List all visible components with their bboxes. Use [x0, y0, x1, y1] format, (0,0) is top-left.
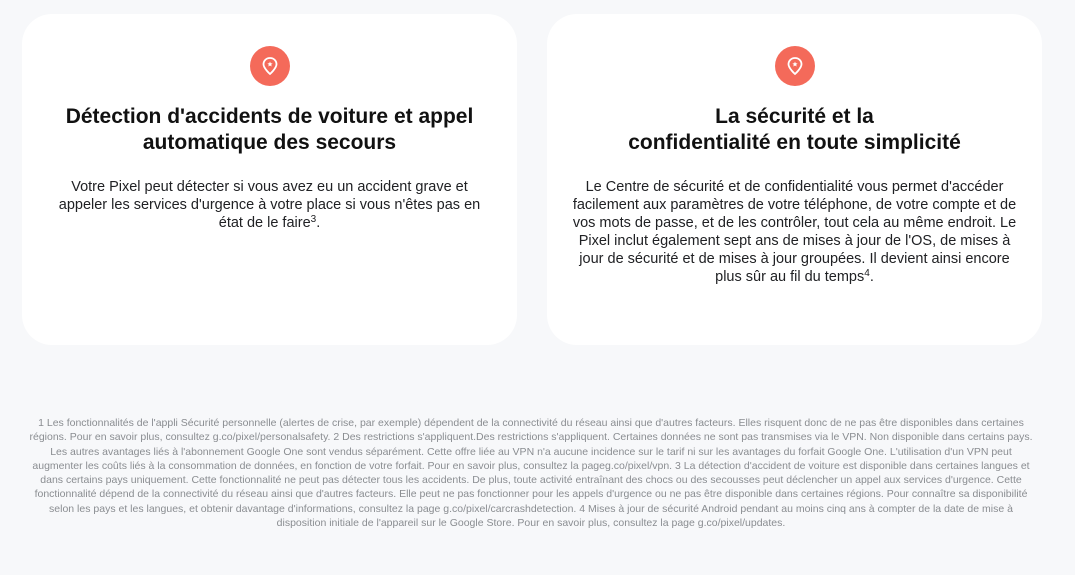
card-title: La sécurité et la confidentialité en toute simplicité	[628, 105, 961, 154]
feature-card-security-privacy	[547, 14, 1042, 345]
footnote-ref-3[interactable]: 3	[310, 214, 317, 225]
card-title: Détection d'accidents de voiture et appel automatique des secours	[65, 105, 474, 154]
footnote-ref-4[interactable]: 4	[864, 268, 870, 279]
legal-footnotes: 1 Les fonctionnalités de l'appli Sécurité personnelle (alertes de crise, par exemple) dépendent de la connectivité du réseau ainsi que d'autres facteurs. Elles risquent donc de ne pas être disponibles dans certaines régions. Pour en savoir plus, consultez g.co/pixel/personalsafety. 2 Des restrictions s'appliquent.Des restrictions s'appliquent. Certaines données ne sont pas transmises via le VPN. Non disponible dans certains pays. Les autres avantages liés à l'abonnement Google One sont vendus séparément. Cette offre liée au VPN n'a aucune incidence sur le tarif ni sur les avantages du forfait Google One. L'utilisation d'un VPN peut augmenter les coûts liés à la consommation de données, en fonction de votre forfait. Pour en savoir plus, consultez la pageg.co/pixel/vpn. 3 La détection d'accident de voiture est disponible dans certaines langues et dans certains pays uniquement. Cette fonctionnalité ne peut pas détecter tous les accidents. De plus, toute activité entraînant des chocs ou des secousses peut déclencher un appel aux services d'urgence. Cette fonctionnalité dépend de la connectivité du réseau ainsi que d'autres facteurs. Elle peut ne pas fonctionner pour les appels d'urgence ou ne pas être disponible dans certaines régions. Pour connaître sa disponibilité selon les pays et les langues, et obtenir davantage d'informations, consultez la page g.co/pixel/carcrashdetection. 4 Mises à jour de sécurité Android pendant au moins cinq ans à compter de la date de mise à disposition initiale de l'appareil sur le Google Store. Pour en savoir plus, consultez la page g.co/pixel/updates.	[29, 417, 1033, 530]
card-description: Votre Pixel peut détecter si vous avez eu un accident grave et appeler les services d'urgence à votre place si vous n'êtes pas en état de le faire$^3$.	[58, 179, 481, 231]
pin-icon	[775, 46, 815, 86]
card-description: Le Centre de sécurité et de confidentialité vous permet d'accéder facilement aux paramètres de votre téléphone, de votre compte et de vos mots de passe, et de les contrôler, tout cela au même endroit. Le Pixel inclut également sept ans de mises à jour de l'OS, de mises à jour de sécurité et de mises à jour groupées. Il devient ainsi encore plus sûr au fil du temps$^4$.	[572, 179, 1017, 285]
feature-card-car-crash-detection	[22, 14, 517, 345]
pin-icon	[250, 46, 290, 86]
